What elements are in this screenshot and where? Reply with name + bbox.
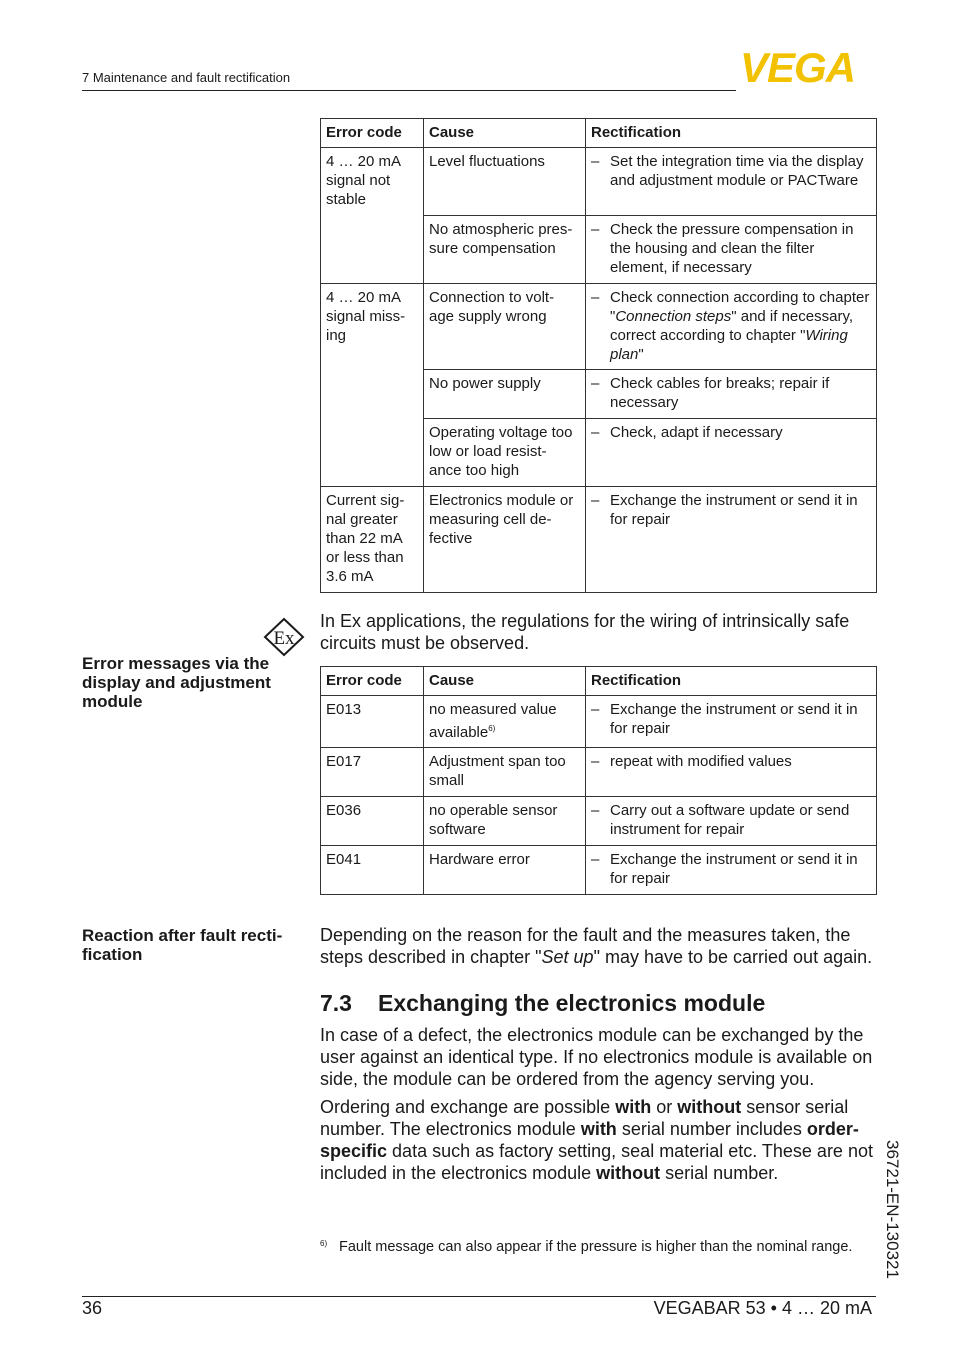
- footer-rule: [82, 1296, 876, 1297]
- footnote-mark: 6): [320, 1239, 328, 1248]
- side-label-reaction: Reaction after fault recti- fication: [82, 926, 283, 964]
- header-rule: [82, 90, 736, 91]
- error-code-cell: Current sig- nal greater than 22 mA or less than 3.6 mA: [321, 487, 424, 593]
- logo-text: VEGA: [740, 44, 856, 91]
- rectification-cell: – Carry out a software update or send instrument for repair: [586, 797, 877, 846]
- side-label-error-messages: Error messages via the display and adjustment module: [82, 654, 271, 711]
- col-header-error-code: Error code: [321, 667, 424, 696]
- error-code-cell: E017: [321, 748, 424, 797]
- rectification-cell: – Exchange the instrument or send it in for repair: [586, 487, 877, 593]
- error-code-cell: E036: [321, 797, 424, 846]
- reaction-paragraph: Depending on the reason for the fault and the measures taken, the steps described in chapter "Set up" may have to be carried out again.: [320, 925, 873, 967]
- cause-cell: No power supply: [424, 370, 586, 419]
- table-header-row: [321, 119, 877, 148]
- paragraph-ordering: Ordering and exchange are possible with or without sensor serial number. The electronics module with serial number includes order- specific data such as factory setting, seal material etc. These are not included in the electronics module without serial number.: [320, 1097, 873, 1183]
- table-row: [321, 148, 877, 216]
- rectification-cell: – Exchange the instrument or send it in for repair: [586, 846, 877, 895]
- rectification-cell: – repeat with modified values: [586, 748, 877, 797]
- rectification-cell: – Set the integration time via the display and adjustment module or PACTware: [586, 148, 877, 216]
- display-error-table: [320, 666, 877, 895]
- error-code-cell: 4 … 20 mA signal miss- ing: [321, 284, 424, 487]
- fault-table: [320, 118, 877, 593]
- table-row: [321, 748, 877, 797]
- error-code-cell: E041: [321, 846, 424, 895]
- table-row: [321, 487, 877, 593]
- col-header-error-code: Error code: [321, 119, 424, 148]
- cause-cell: Connection to volt- age supply wrong: [424, 284, 586, 370]
- table-row: [321, 284, 877, 370]
- error-code-cell: E013: [321, 696, 424, 748]
- product-name: VEGABAR 53 • 4 … 20 mA: [653, 1298, 872, 1318]
- paragraph-defect: In case of a defect, the electronics module can be exchanged by the user against an identical type. If no electronics module is available on side, the module can be ordered from the agency serving you.: [320, 1025, 873, 1089]
- vega-logo: [740, 44, 875, 91]
- cause-cell: Hardware error: [424, 846, 586, 895]
- cause-cell: Level fluctuations: [424, 148, 586, 216]
- document-code: [880, 1140, 900, 1290]
- running-header: 7 Maintenance and fault rectification: [82, 70, 291, 85]
- rectification-cell: – Check cables for breaks; repair if necessary: [586, 370, 877, 419]
- footnote-ref: 6): [488, 724, 496, 733]
- footnote-text: Fault message can also appear if the pressure is higher than the nominal range.: [339, 1239, 853, 1255]
- document-code-text: 36721-EN-130321: [883, 1140, 902, 1279]
- cause-cell: Operating voltage too low or load resist- ance too high: [424, 419, 586, 487]
- section-heading: [320, 990, 765, 1017]
- ex-hazard-icon: [263, 617, 305, 657]
- page-number: 36: [82, 1298, 103, 1318]
- section-number: 7.3: [320, 990, 352, 1016]
- svg-text:Ex: Ex: [273, 628, 295, 649]
- rectification-cell: – Check connection according to chapter "Connection steps" and if necessary, correct according to chapter "Wiring plan": [586, 284, 877, 370]
- error-code-cell: 4 … 20 mA signal not stable: [321, 148, 424, 284]
- cause-cell: Electronics module or measuring cell de- fective: [424, 487, 586, 593]
- col-header-cause: Cause: [424, 667, 586, 696]
- cause-cell: no measured value available$^{6)}$: [424, 696, 586, 748]
- cause-cell: Adjustment span too small: [424, 748, 586, 797]
- ex-note: In Ex applications, the regulations for the wiring of intrinsically safe circuits must be observed.: [320, 611, 850, 653]
- table-row: [321, 846, 877, 895]
- col-header-rectification: Rectification: [586, 667, 877, 696]
- col-header-rectification: Rectification: [586, 119, 877, 148]
- section-title: Exchanging the electronics module: [378, 990, 766, 1016]
- rectification-cell: – Exchange the instrument or send it in for repair: [586, 696, 877, 748]
- footnote: [320, 1238, 860, 1257]
- cause-cell: no operable sensor software: [424, 797, 586, 846]
- rectification-cell: – Check, adapt if necessary: [586, 419, 877, 487]
- table-row: [321, 696, 877, 748]
- table-row: [321, 797, 877, 846]
- col-header-cause: Cause: [424, 119, 586, 148]
- rectification-cell: – Check the pressure compensation in the housing and clean the filter element, if necessary: [586, 216, 877, 284]
- cause-cell: No atmospheric pres- sure compensation: [424, 216, 586, 284]
- table-header-row: [321, 667, 877, 696]
